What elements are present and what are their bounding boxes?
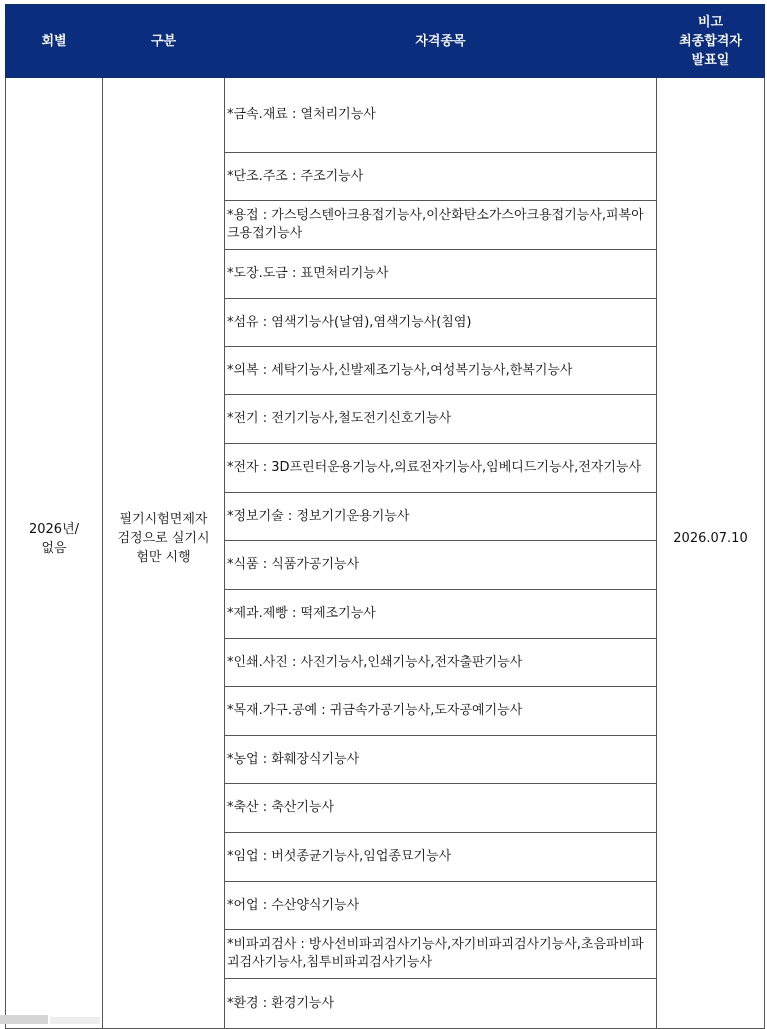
round-cell bbox=[6, 78, 103, 1029]
qualification-item: *정보기술 : 정보기기운용기능사 bbox=[225, 493, 657, 541]
round-line2: 없음 bbox=[41, 540, 67, 556]
qualification-item: *인쇄.사진 : 사진기능사,인쇄기능사,전자출판기능사 bbox=[225, 639, 657, 687]
exam-schedule-table bbox=[5, 4, 765, 1029]
header-note-line1: 비고 bbox=[697, 14, 724, 30]
category-cell bbox=[103, 78, 225, 1029]
header-category: 구분 bbox=[103, 5, 225, 78]
qualification-item: *제과.제빵 : 떡제조기능사 bbox=[225, 590, 657, 639]
qualification-item: *임업 : 버섯종균기능사,임업종묘기능사 bbox=[225, 833, 657, 882]
qualification-item: *식품 : 식품가공기능사 bbox=[225, 541, 657, 590]
qualification-item: *섬유 : 염색기능사(날염),염색기능사(침염) bbox=[225, 299, 657, 347]
table-header-row bbox=[6, 5, 765, 78]
qualification-item: *전기 : 전기기능사,철도전기신호기능사 bbox=[225, 395, 657, 444]
header-qualification: 자격종목 bbox=[225, 5, 657, 78]
round-line1: 2026년/ bbox=[28, 521, 80, 537]
qualification-item: *전자 : 3D프린터운용기능사,의료전자기능사,임베디드기능사,전자기능사 bbox=[225, 444, 657, 493]
header-note-line3: 발표일 bbox=[691, 52, 730, 68]
qualification-item: *어업 : 수산양식기능사 bbox=[225, 882, 657, 930]
category-line3: 험만 시행 bbox=[136, 550, 191, 565]
category-line1: 필기시험면제자 bbox=[119, 512, 208, 527]
qualification-item: *농업 : 화훼장식기능사 bbox=[225, 736, 657, 784]
qualification-item: *축산 : 축산기능사 bbox=[225, 784, 657, 833]
header-note-line2: 최종합격자 bbox=[679, 33, 742, 49]
scan-artifact bbox=[50, 1017, 100, 1024]
qualification-item: *도장.도금 : 표면처리기능사 bbox=[225, 250, 657, 299]
category-line2: 검정으로 실기시 bbox=[117, 531, 210, 546]
qualification-item: *단조.주조 : 주조기능사 bbox=[225, 153, 657, 201]
table-row bbox=[6, 78, 765, 153]
scan-artifact bbox=[0, 1015, 48, 1024]
qualification-item: *비파괴검사 : 방사선비파괴검사기능사,자기비파괴검사기능사,초음파비파괴검사기능사,침투비파괴검사기능사 bbox=[225, 930, 657, 979]
qualification-item: *환경 : 환경기능사 bbox=[225, 979, 657, 1029]
header-note bbox=[657, 5, 765, 78]
header-round: 회별 bbox=[6, 5, 103, 78]
qualification-item: *의복 : 세탁기능사,신발제조기능사,여성복기능사,한복기능사 bbox=[225, 347, 657, 395]
qualification-item: *용접 : 가스텅스텐아크용접기능사,이산화탄소가스아크용접기능사,피복아크용접기능사 bbox=[225, 201, 657, 250]
announce-date-cell: 2026.07.10 bbox=[657, 78, 765, 1029]
qualification-item: *금속.재료 : 열처리기능사 bbox=[225, 78, 657, 153]
qualification-item: *목재.가구.공예 : 귀금속가공기능사,도자공예기능사 bbox=[225, 687, 657, 736]
